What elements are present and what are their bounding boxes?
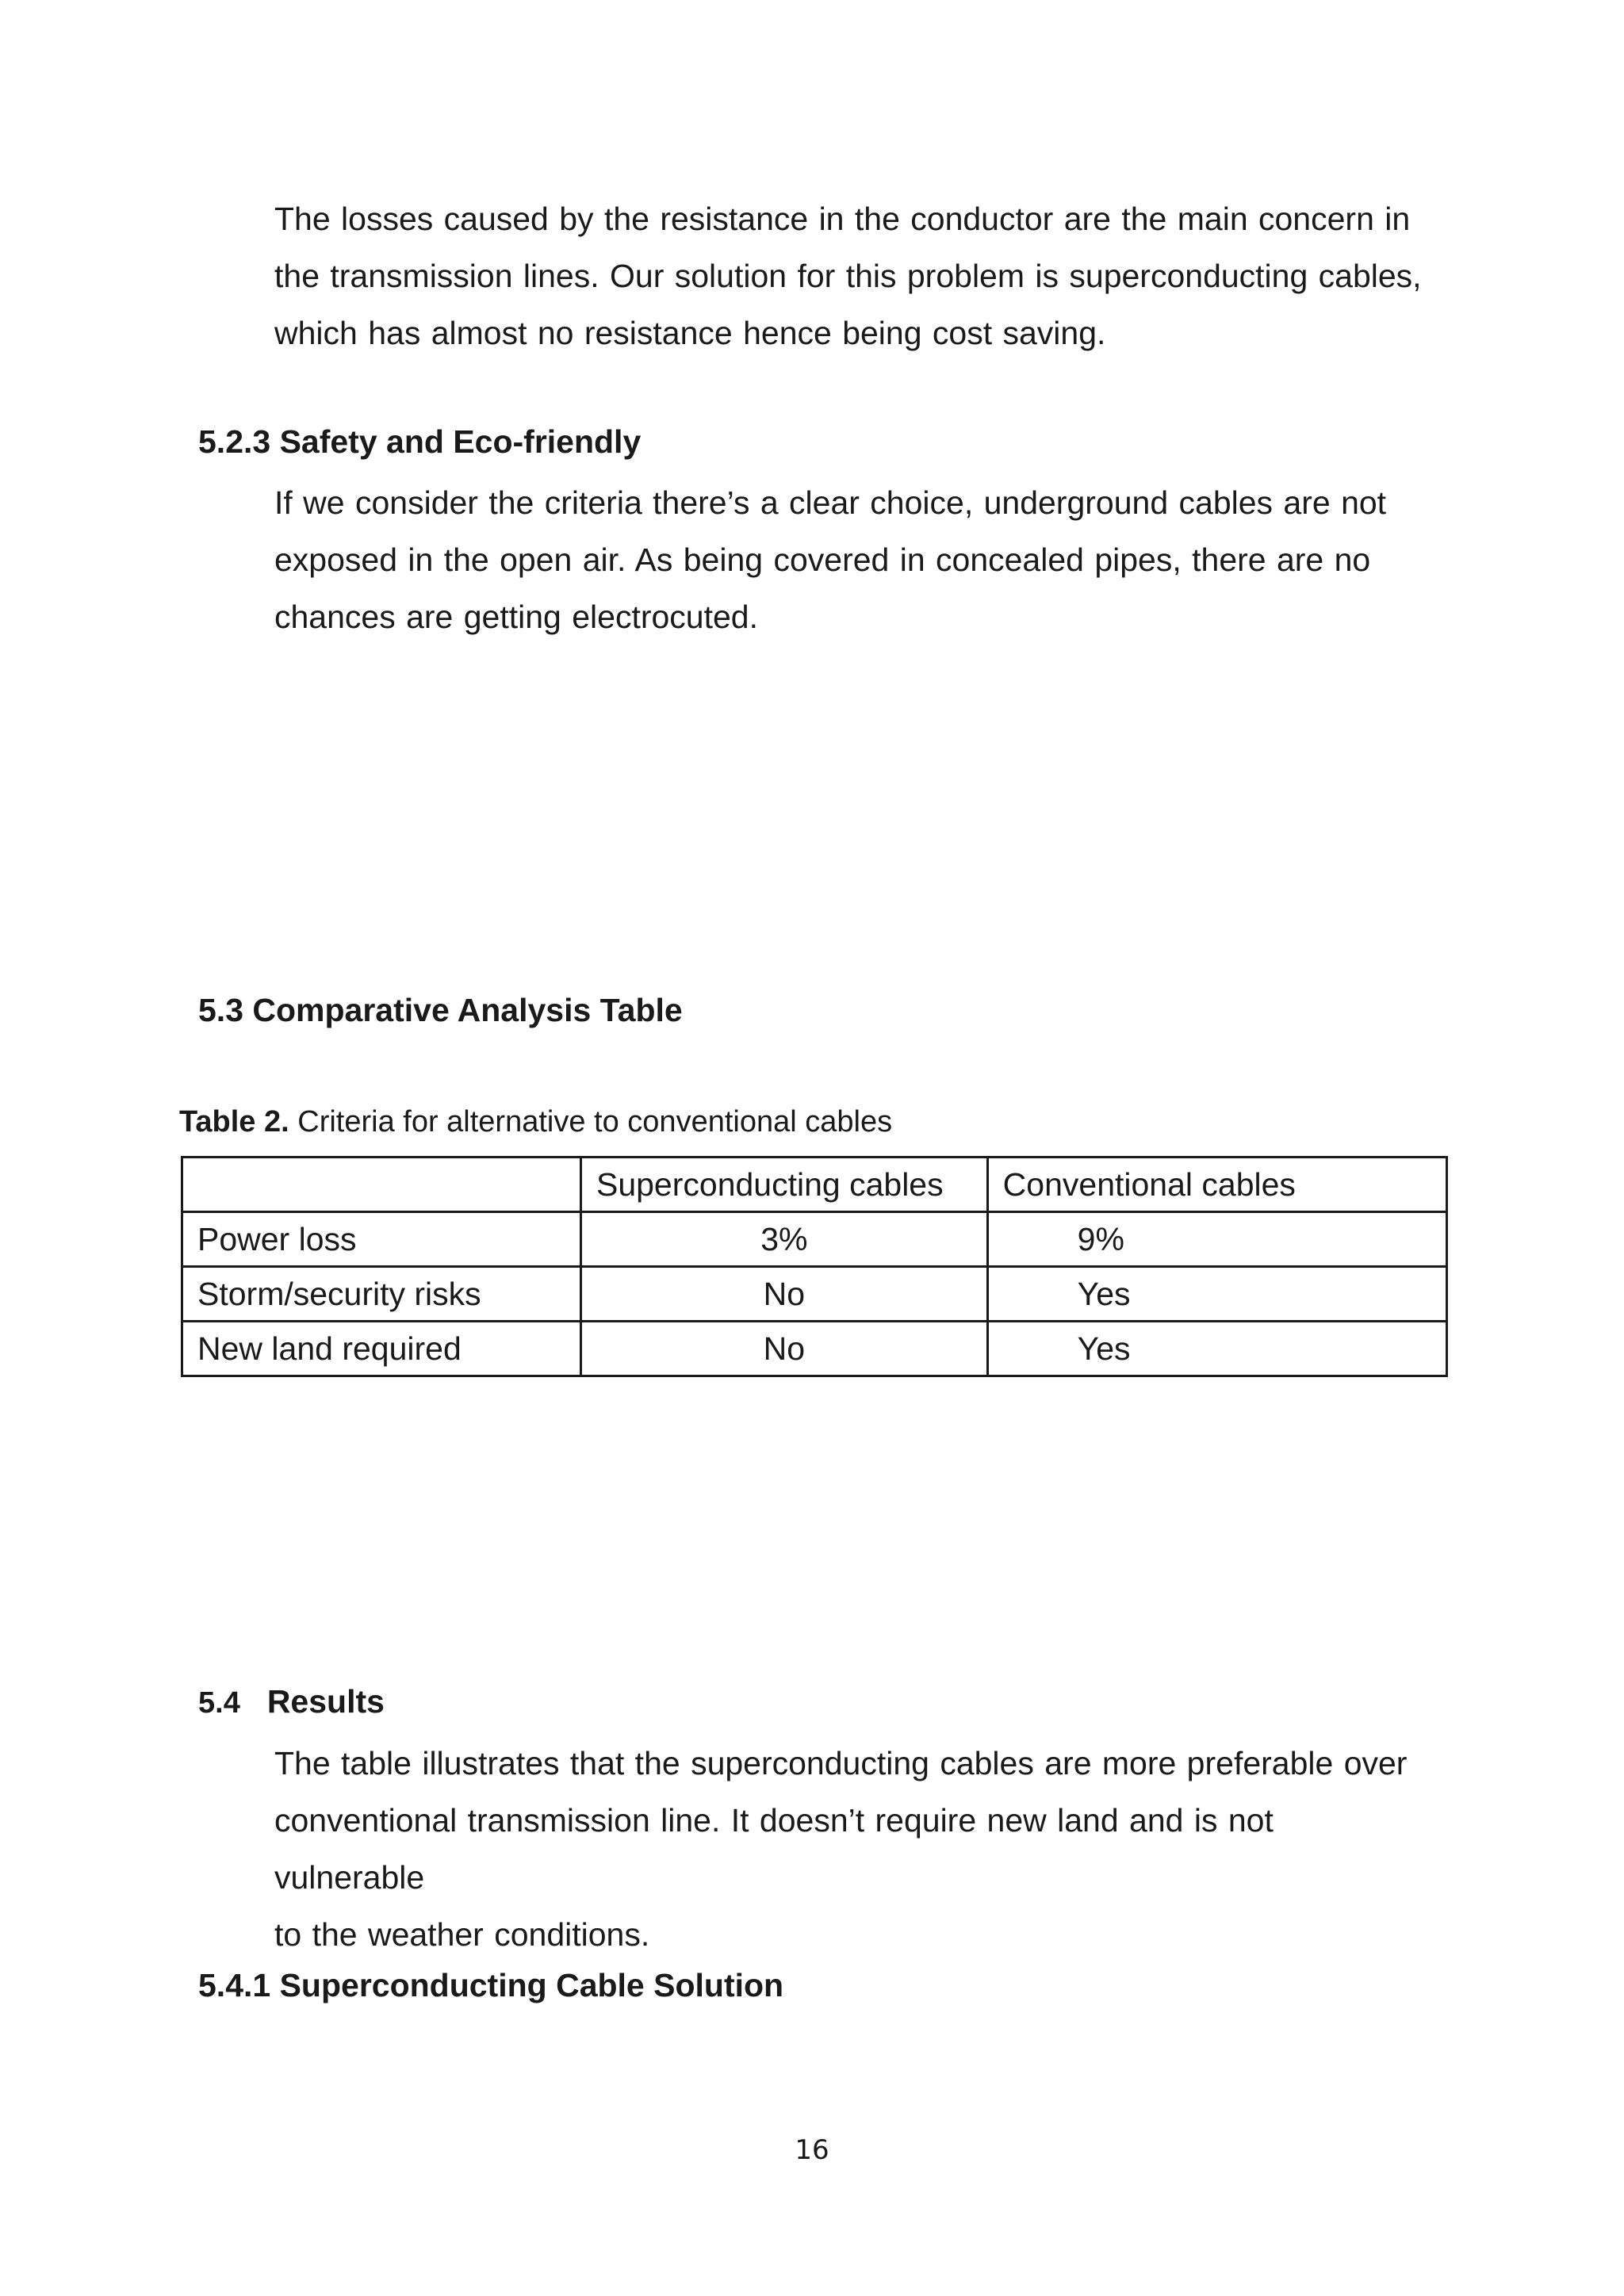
text-line: If we consider the criteria there’s a clear choice, underground cables are not — [274, 484, 1387, 521]
table-header-cell: Conventional cables — [987, 1158, 1446, 1212]
table-cell: Yes — [987, 1322, 1446, 1376]
section-heading-5-4-1: 5.4.1 Superconducting Cable Solution — [198, 1967, 784, 2003]
table-row — [182, 1212, 1447, 1267]
comparison-table — [181, 1156, 1448, 1377]
safety-paragraph — [274, 474, 1432, 645]
table-cell: Power loss — [182, 1212, 581, 1267]
table-cell: Storm/security risks — [182, 1267, 581, 1322]
table-header-cell — [182, 1158, 581, 1212]
page-number: 16 — [795, 2134, 829, 2166]
text-line: which has almost no resistance hence being cost saving. — [274, 315, 1106, 351]
table-header-row — [182, 1158, 1447, 1212]
text-line: chances are getting electrocuted. — [274, 599, 758, 635]
table-cell: 3% — [580, 1212, 987, 1267]
table-cell: Yes — [987, 1267, 1446, 1322]
table-cell: No — [580, 1322, 987, 1376]
section-heading-5-3: 5.3 Comparative Analysis Table — [198, 992, 683, 1028]
text-line: The table illustrates that the superconducting cables are more preferable over — [274, 1745, 1408, 1781]
table-cell: 9% — [987, 1212, 1446, 1267]
intro-paragraph — [274, 190, 1432, 362]
section-title: Results — [266, 1683, 385, 1720]
section-heading-5-4 — [198, 1681, 385, 1724]
text-line: The losses caused by the resistance in the conductor are the main concern in — [274, 201, 1411, 237]
table-caption — [179, 1102, 892, 1142]
text-line: the transmission lines. Our solution for this problem is superconducting cables, — [274, 258, 1422, 294]
table-cell: New land required — [182, 1322, 581, 1376]
section-number: 5.4 — [198, 1686, 240, 1720]
table-header-cell: Superconducting cables — [580, 1158, 987, 1212]
section-heading-5-2-3: 5.2.3 Safety and Eco-friendly — [198, 423, 642, 460]
text-line: exposed in the open air. As being covered in concealed pipes, there are no — [274, 541, 1371, 578]
table-row — [182, 1267, 1447, 1322]
table-row — [182, 1322, 1447, 1376]
table-caption-label: Table 2. — [179, 1105, 289, 1138]
table-caption-text: Criteria for alternative to conventional cables — [289, 1105, 893, 1138]
results-paragraph — [274, 1735, 1432, 1963]
text-line: to the weather conditions. — [274, 1916, 650, 1953]
table-cell: No — [580, 1267, 987, 1322]
text-line: conventional transmission line. It doesn’t require new land and is not vulnerable — [274, 1802, 1274, 1896]
